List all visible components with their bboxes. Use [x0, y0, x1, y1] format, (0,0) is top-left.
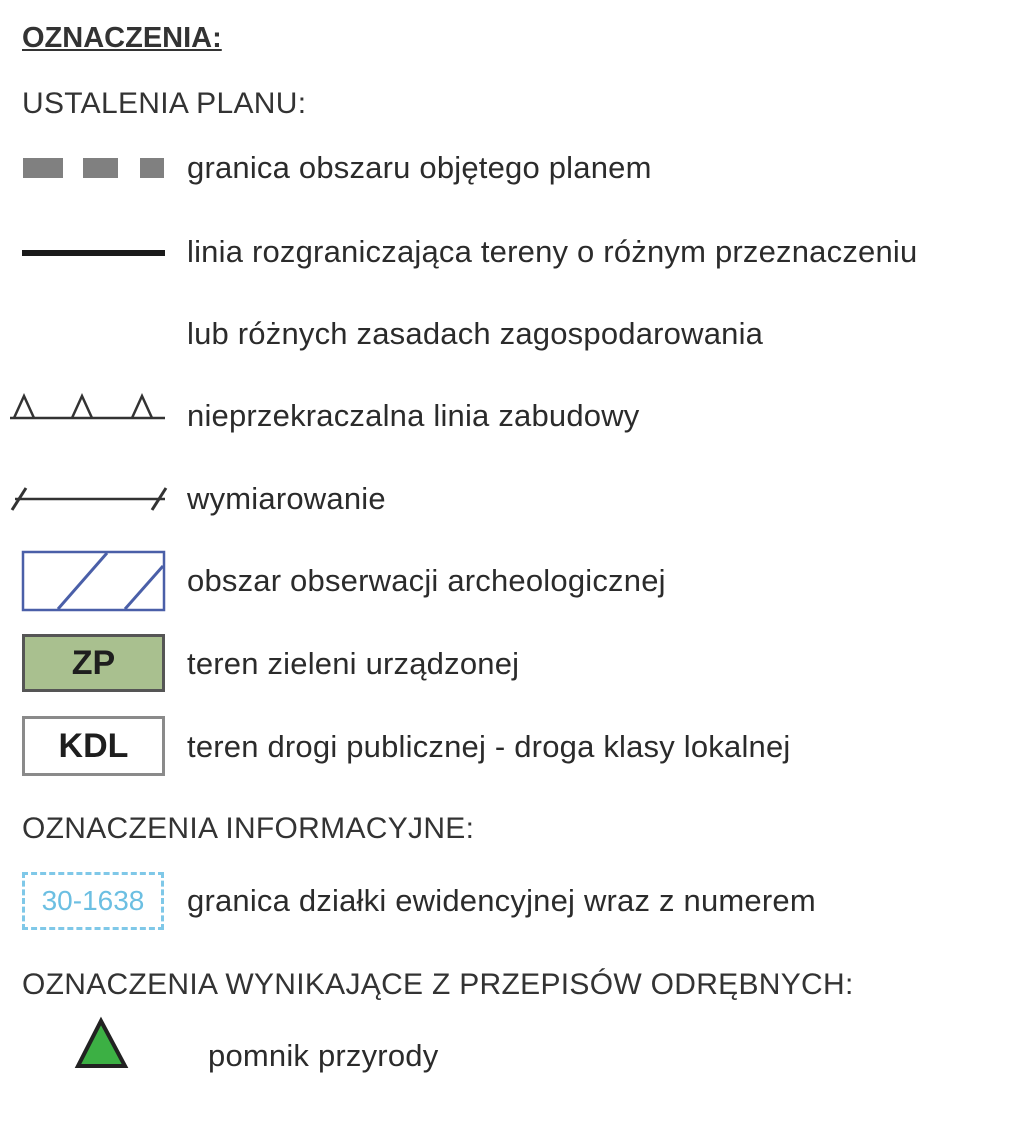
road-label: teren drogi publicznej - droga klasy lokalnej — [187, 729, 791, 764]
parcel-boundary-symbol: 30-1638 — [22, 872, 164, 930]
monument-label: pomnik przyrody — [208, 1038, 439, 1073]
road-symbol: KDL — [22, 716, 165, 776]
archaeology-label: obszar obserwacji archeologicznej — [187, 563, 666, 598]
building-line-label: nieprzekraczalna linia zabudowy — [187, 398, 640, 433]
green-area-symbol: ZP — [22, 634, 165, 692]
dividing-line-label-cont: lub różnych zasadach zagospodarowania — [187, 316, 764, 351]
green-area-label: teren zieleni urządzonej — [187, 646, 520, 681]
section-plan-heading: USTALENIA PLANU: — [22, 87, 307, 120]
plan-boundary-label: granica obszaru objętego planem — [187, 150, 652, 185]
legend-title: OZNACZENIA: — [22, 22, 222, 54]
section-info-heading: OZNACZENIA INFORMACYJNE: — [22, 812, 475, 845]
dimensioning-label: wymiarowanie — [187, 481, 386, 516]
section-other-heading: OZNACZENIA WYNIKAJĄCE Z PRZEPISÓW ODRĘBNYCH: — [22, 968, 854, 1001]
parcel-boundary-label: granica działki ewidencyjnej wraz z numerem — [187, 883, 816, 918]
dividing-line-label: linia rozgraniczająca tereny o różnym przeznaczeniu — [187, 234, 918, 269]
